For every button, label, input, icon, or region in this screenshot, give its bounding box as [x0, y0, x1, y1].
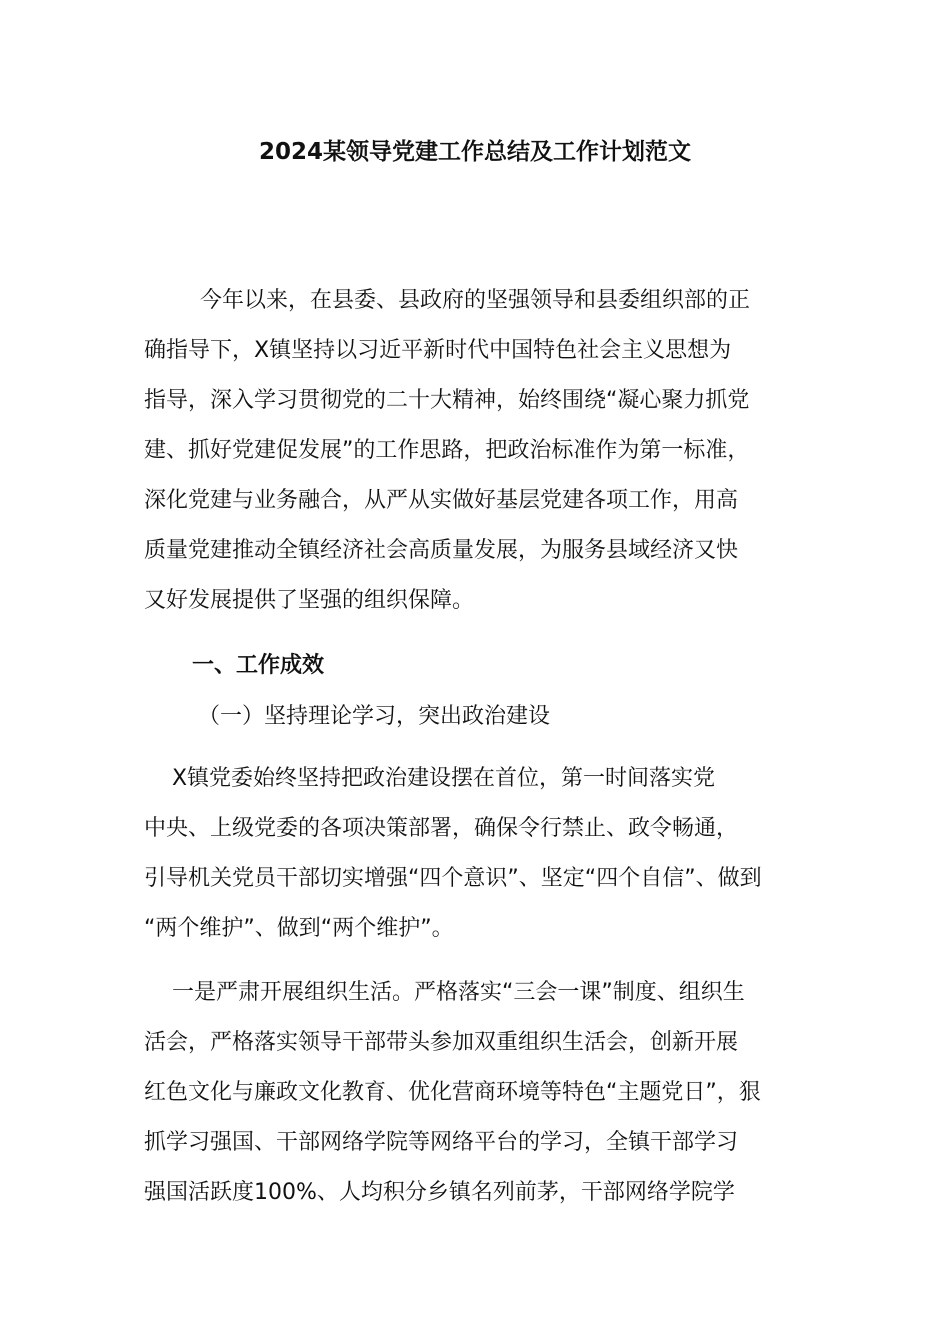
- paragraph-line: 活会，严格落实领导干部带头参加双重组织生活会，创新开展: [144, 1030, 739, 1055]
- paragraph-line: 深化党建与业务融合，从严从实做好基层党建各项工作，用高: [144, 488, 739, 513]
- paragraph-line: 抓学习强国、干部网络学院等网络平台的学习，全镇干部学习: [144, 1130, 739, 1155]
- paragraph-line: 强国活跃度100%、人均积分乡镇名列前茅，干部网络学院学: [144, 1180, 735, 1205]
- organization-life-paragraph: [144, 968, 812, 1218]
- subsection-heading: （一）坚持理论学习，突出政治建设: [198, 704, 551, 729]
- paragraph-line: 引导机关党员干部切实增强“四个意识”、坚定“四个自信”、做到: [144, 866, 762, 891]
- paragraph-line: 又好发展提供了坚强的组织保障。: [144, 588, 475, 613]
- paragraph-line: 建、抓好党建促发展”的工作思路，把政治标准作为第一标准，: [144, 438, 750, 463]
- paragraph-line: 质量党建推动全镇经济社会高质量发展，为服务县域经济又快: [144, 538, 739, 563]
- paragraph-line: 红色文化与廉政文化教育、优化营商环境等特色“主题党日”，狠: [144, 1080, 761, 1105]
- paragraph-line: 今年以来，在县委、县政府的坚强领导和县委组织部的正: [144, 288, 750, 313]
- intro-paragraph: [144, 276, 812, 626]
- paragraph-line: “两个维护”、做到“两个维护”。: [144, 916, 454, 941]
- paragraph-line: 确指导下，X镇坚持以习近平新时代中国特色社会主义思想为: [144, 338, 732, 363]
- paragraph-line: X镇党委始终坚持把政治建设摆在首位，第一时间落实党: [144, 766, 716, 791]
- paragraph-line: 指导，深入学习贯彻党的二十大精神，始终围绕“凝心聚力抓党: [144, 388, 750, 413]
- document-title: 2024某领导党建工作总结及工作计划范文: [258, 139, 691, 165]
- paragraph-line: 中央、上级党委的各项决策部署，确保令行禁止、政令畅通，: [144, 816, 739, 841]
- paragraph-line: 一是严肃开展组织生活。严格落实“三会一课”制度、组织生: [144, 980, 745, 1005]
- section-heading: 一、工作成效: [192, 653, 325, 678]
- political-building-paragraph: [144, 754, 812, 954]
